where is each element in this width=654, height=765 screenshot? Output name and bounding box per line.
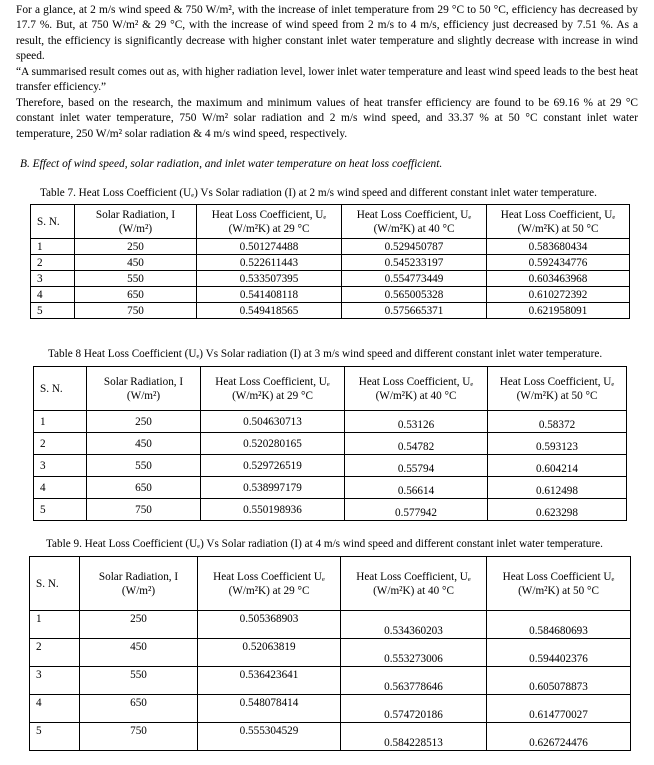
- table-row: [34, 411, 627, 433]
- table7-header-50c: Heat Loss Coefficient, Uₑ (W/m²K) at 50 °C: [487, 205, 630, 239]
- table-cell: 0.56614: [345, 477, 488, 499]
- table-cell: 3: [31, 271, 75, 287]
- table-cell: 0.538997179: [201, 477, 345, 499]
- table-cell: 4: [34, 477, 87, 499]
- table9-caption: Table 9. Heat Loss Coefficient (Uₑ) Vs Solar radiation (I) at 4 m/s wind speed and different constant inlet water temperature.: [46, 538, 603, 550]
- table-row: [34, 433, 627, 455]
- table-cell: 450: [87, 433, 201, 455]
- table-row: [31, 239, 630, 255]
- table9-header-29c: Heat Loss Coefficient Uₑ (W/m²K) at 29 °C: [198, 557, 341, 611]
- table-cell: 0.623298: [488, 499, 627, 521]
- table9-header-50c: Heat Loss Coefficient Uₑ (W/m²K) at 50 °C: [487, 557, 631, 611]
- paragraph-efficiency-glance: For a glance, at 2 m/s wind speed & 750 W/m², with the increase of inlet temperature from 29 °C to 50 °C, efficiency has decreased by 17.7 %. But, at 750 W/m² & 29 °C, with the increase of wind speed from 2 m/s to 4 m/s, efficiency just decreased by 7.51 %. As a result, the efficiency is significantly decrease with higher constant inlet water temperature and slightly decrease with increase in wind speed.: [16, 4, 638, 63]
- table-cell: 0.554773449: [342, 271, 487, 287]
- table-cell: 750: [87, 499, 201, 521]
- table-cell: 0.54782: [345, 433, 488, 455]
- table7-header-29c: Heat Loss Coefficient, Uₑ (W/m²K) at 29 °C: [197, 205, 342, 239]
- table-cell: 0.621958091: [487, 303, 630, 319]
- table-row: [30, 611, 631, 639]
- table-cell: 0.520280165: [201, 433, 345, 455]
- table-row: [34, 499, 627, 521]
- table-cell: 650: [87, 477, 201, 499]
- table-cell: 0.505368903: [198, 611, 341, 639]
- table-cell: 250: [87, 411, 201, 433]
- table-cell: 0.504630713: [201, 411, 345, 433]
- table-cell: 0.603463968: [487, 271, 630, 287]
- table8-header-29c: Heat Loss Coefficient, Uₑ (W/m²K) at 29 °C: [201, 367, 345, 411]
- table-cell: 0.58372: [488, 411, 627, 433]
- table-cell: 1: [34, 411, 87, 433]
- table-cell: 2: [30, 639, 80, 667]
- table7: [30, 204, 630, 319]
- table8-caption: Table 8 Heat Loss Coefficient (Uₑ) Vs Solar radiation (I) at 3 m/s wind speed and different constant inlet water temperature.: [48, 348, 603, 360]
- table-cell: 0.574720186: [341, 695, 487, 723]
- table-row: [30, 695, 631, 723]
- table-cell: 0.541408118: [197, 287, 342, 303]
- table-cell: 0.52063819: [198, 639, 341, 667]
- table-cell: 0.53126: [345, 411, 488, 433]
- table-cell: 250: [80, 611, 198, 639]
- table9-header-40c: Heat Loss Coefficient, Uₑ (W/m²K) at 40 °C: [341, 557, 487, 611]
- table-cell: 1: [31, 239, 75, 255]
- table8-header-solar: Solar Radiation, I (W/m²): [87, 367, 201, 411]
- table7-header-40c: Heat Loss Coefficient, Uₑ (W/m²K) at 40 °C: [342, 205, 487, 239]
- table-cell: 0.555304529: [198, 723, 341, 751]
- table-cell: 0.548078414: [198, 695, 341, 723]
- table-cell: 0.604214: [488, 455, 627, 477]
- table-cell: 0.533507395: [197, 271, 342, 287]
- table-cell: 5: [31, 303, 75, 319]
- table8-header-sn: S. N.: [34, 367, 87, 411]
- table-row: [30, 723, 631, 751]
- table-cell: 0.605078873: [487, 667, 631, 695]
- table-cell: 0.563778646: [341, 667, 487, 695]
- table-cell: 2: [31, 255, 75, 271]
- table9-header-solar: Solar Radiation, I (W/m²): [80, 557, 198, 611]
- table-row: [31, 271, 630, 287]
- table-cell: 750: [80, 723, 198, 751]
- paragraph-summary-quote: “A summarised result comes out as, with higher radiation level, lower inlet water temperature and least wind speed leads to the best heat transfer efficiency.”: [16, 66, 638, 94]
- table-cell: 0.545233197: [342, 255, 487, 271]
- table-cell: 0.594402376: [487, 639, 631, 667]
- table-cell: 0.592434776: [487, 255, 630, 271]
- table-cell: 450: [75, 255, 197, 271]
- table-row: [34, 477, 627, 499]
- table-cell: 0.577942: [345, 499, 488, 521]
- table-cell: 0.610272392: [487, 287, 630, 303]
- table-cell: 0.522611443: [197, 255, 342, 271]
- table9-header-sn: S. N.: [30, 557, 80, 611]
- table-cell: 0.612498: [488, 477, 627, 499]
- table-cell: 650: [80, 695, 198, 723]
- table-cell: 250: [75, 239, 197, 255]
- table-cell: 0.583680434: [487, 239, 630, 255]
- paragraph-max-min-efficiency: Therefore, based on the research, the maximum and minimum values of heat transfer efficiency are found to be 69.16 % at 29 °C constant inlet water temperature, 750 W/m² solar radiation and 2 m/s wind speed, and 33.37 % at 50 °C constant inlet water temperature, 250 W/m² solar radiation & 4 m/s wind speed, respectively.: [16, 97, 638, 140]
- table-cell: 0.529450787: [342, 239, 487, 255]
- table-row: [31, 287, 630, 303]
- table-cell: 0.614770027: [487, 695, 631, 723]
- table-cell: 0.565005328: [342, 287, 487, 303]
- table-cell: 550: [75, 271, 197, 287]
- table-cell: 0.584228513: [341, 723, 487, 751]
- table-row: [30, 667, 631, 695]
- table-cell: 0.575665371: [342, 303, 487, 319]
- table-cell: 0.626724476: [487, 723, 631, 751]
- table-row: [30, 639, 631, 667]
- table-cell: 0.550198936: [201, 499, 345, 521]
- table-cell: 650: [75, 287, 197, 303]
- table-row: [34, 455, 627, 477]
- table-cell: 0.593123: [488, 433, 627, 455]
- table7-header-sn: S. N.: [31, 205, 75, 239]
- table-cell: 2: [34, 433, 87, 455]
- table-cell: 0.534360203: [341, 611, 487, 639]
- table-cell: 5: [30, 723, 80, 751]
- table-cell: 550: [87, 455, 201, 477]
- table-cell: 4: [30, 695, 80, 723]
- section-heading: B. Effect of wind speed, solar radiation, and inlet water temperature on heat loss coefficient.: [20, 158, 443, 170]
- table-cell: 0.536423641: [198, 667, 341, 695]
- table-cell: 5: [34, 499, 87, 521]
- table-row: [31, 255, 630, 271]
- table-cell: 4: [31, 287, 75, 303]
- table-cell: 0.529726519: [201, 455, 345, 477]
- table-cell: 0.553273006: [341, 639, 487, 667]
- table8-header-40c: Heat Loss Coefficient, Uₑ (W/m²K) at 40 °C: [345, 367, 488, 411]
- table-cell: 750: [75, 303, 197, 319]
- table-cell: 0.501274488: [197, 239, 342, 255]
- table-cell: 550: [80, 667, 198, 695]
- table-cell: 3: [34, 455, 87, 477]
- table8: [33, 366, 627, 521]
- table-cell: 1: [30, 611, 80, 639]
- table8-header-50c: Heat Loss Coefficient, Uₑ (W/m²K) at 50 °C: [488, 367, 627, 411]
- table-row: [31, 303, 630, 319]
- table-cell: 450: [80, 639, 198, 667]
- table7-caption: Table 7. Heat Loss Coefficient (Uₑ) Vs Solar radiation (I) at 2 m/s wind speed and different constant inlet water temperature.: [40, 187, 597, 199]
- table9: [29, 556, 631, 751]
- table-cell: 0.549418565: [197, 303, 342, 319]
- table7-header-solar: Solar Radiation, I (W/m²): [75, 205, 197, 239]
- table-cell: 0.55794: [345, 455, 488, 477]
- table-cell: 3: [30, 667, 80, 695]
- table-cell: 0.584680693: [487, 611, 631, 639]
